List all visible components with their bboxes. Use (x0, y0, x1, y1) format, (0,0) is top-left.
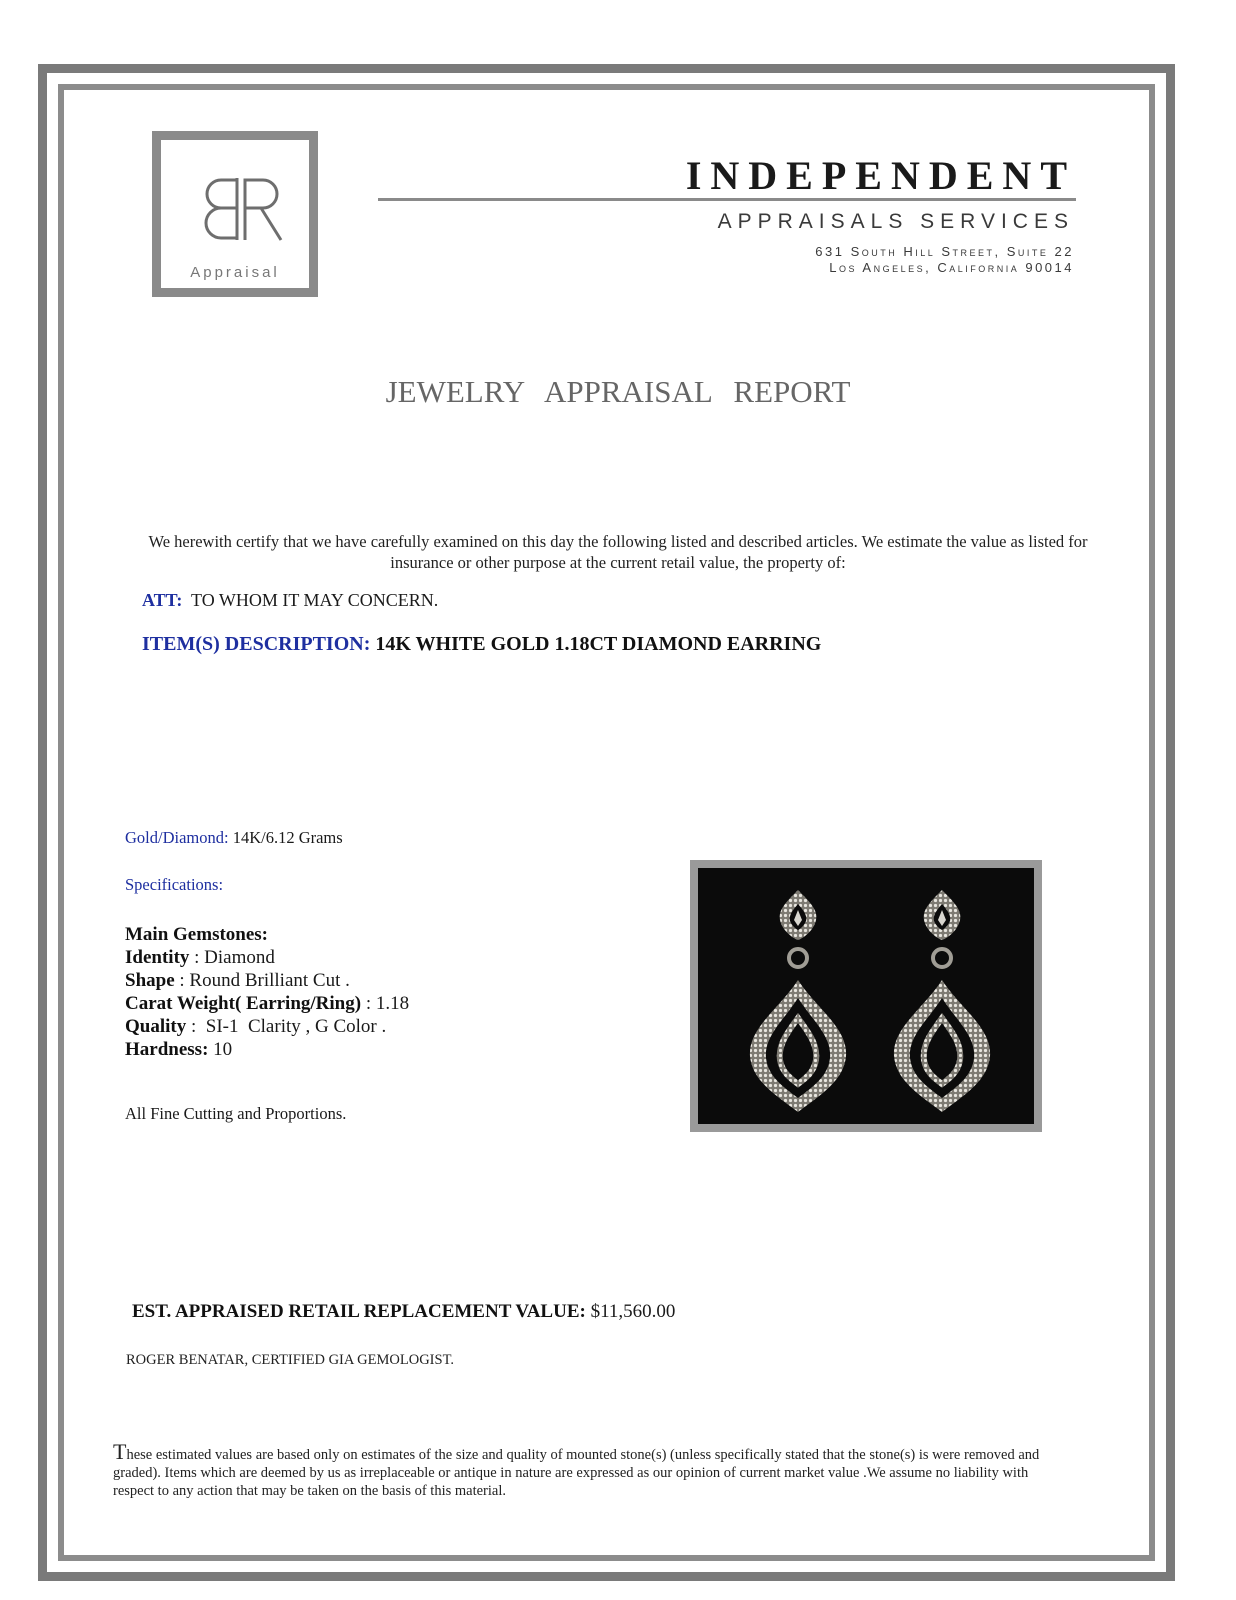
gemstone-details (125, 923, 409, 1061)
gold-value: 14K/6.12 Grams (232, 828, 343, 847)
gemologist-signature: ROGER BENATAR, CERTIFIED GIA GEMOLOGIST. (126, 1352, 454, 1368)
main-gemstones-heading (125, 923, 409, 946)
identity-label: Identity (125, 947, 190, 968)
identity-value: : Diamond (189, 947, 275, 968)
item-label: ITEM(S) DESCRIPTION: (142, 633, 371, 655)
item-value: 14K WHITE GOLD 1.18CT DIAMOND EARRING (375, 633, 822, 655)
gold-label: Gold/Diamond: (125, 828, 229, 847)
logo-caption: Appraisal (190, 264, 280, 281)
address-line-1: 631 South Hill Street, Suite 22 (815, 244, 1074, 259)
right-earring (894, 890, 990, 1112)
main-gemstones-label: Main Gemstones: (125, 924, 269, 945)
br-monogram-icon (191, 170, 291, 250)
disclaimer (113, 1439, 1043, 1500)
quality-label: Quality (125, 1016, 187, 1037)
att-label: ATT: (142, 590, 183, 610)
disclaimer-text: hese estimated values are based only on estimates of the size and quality of mounted stone(s) (unless specifically stated that the stone(s) is were removed and graded). Items which are deemed by us as irreplaceable or antique in nature are expressed as our opinion of current market value .We assume no liability with respect to any action that may be taken on the basis of this material. (113, 1447, 1040, 1499)
company-name: INDEPENDENT (685, 153, 1076, 198)
shape-label: Shape (125, 970, 175, 991)
gold-diamond-line (125, 828, 343, 848)
hardness-label: Hardness: (125, 1039, 209, 1060)
shape-value: : Round Brilliant Cut . (174, 970, 350, 991)
shape-row (125, 969, 409, 992)
fine-cutting-note: All Fine Cutting and Proportions. (125, 1104, 347, 1123)
carat-row (125, 992, 409, 1015)
earrings-image-icon (698, 868, 1034, 1124)
company-subtitle: APPRAISALS SERVICES (717, 210, 1074, 233)
report-title: JEWELRY APPRAISAL REPORT (385, 374, 851, 409)
appraised-value-line (132, 1301, 675, 1323)
quality-value: : SI-1 Clarity , G Color . (186, 1016, 387, 1037)
item-description (142, 633, 821, 656)
quality-row (125, 1015, 409, 1038)
appraised-value-label: EST. APPRAISED RETAIL REPLACEMENT VALUE: (132, 1301, 586, 1322)
company-address (815, 244, 1074, 276)
disclaimer-dropcap: T (113, 1439, 127, 1464)
carat-label: Carat Weight( Earring/Ring) (125, 993, 362, 1014)
carat-value: : 1.18 (361, 993, 410, 1014)
hardness-value: 10 (208, 1039, 233, 1060)
left-earring (750, 890, 846, 1112)
address-line-2: Los Angeles, California 90014 (829, 260, 1074, 275)
earring-photo (698, 868, 1034, 1124)
inner-border (58, 84, 1155, 1561)
hardness-row (125, 1038, 409, 1061)
identity-row (125, 946, 409, 969)
specifications-label: Specifications: (125, 875, 224, 894)
attention-line (142, 590, 438, 611)
earring-photo-frame (690, 860, 1042, 1132)
appraised-value-amount: $11,560.00 (590, 1301, 676, 1322)
certification-statement: We herewith certify that we have carefully examined on this day the following listed and described articles. We estimate the value as listed for insurance or other purpose at the current retail value, the property of: (148, 532, 1088, 572)
att-value: TO WHOM IT MAY CONCERN. (191, 590, 439, 610)
company-logo (152, 131, 318, 297)
